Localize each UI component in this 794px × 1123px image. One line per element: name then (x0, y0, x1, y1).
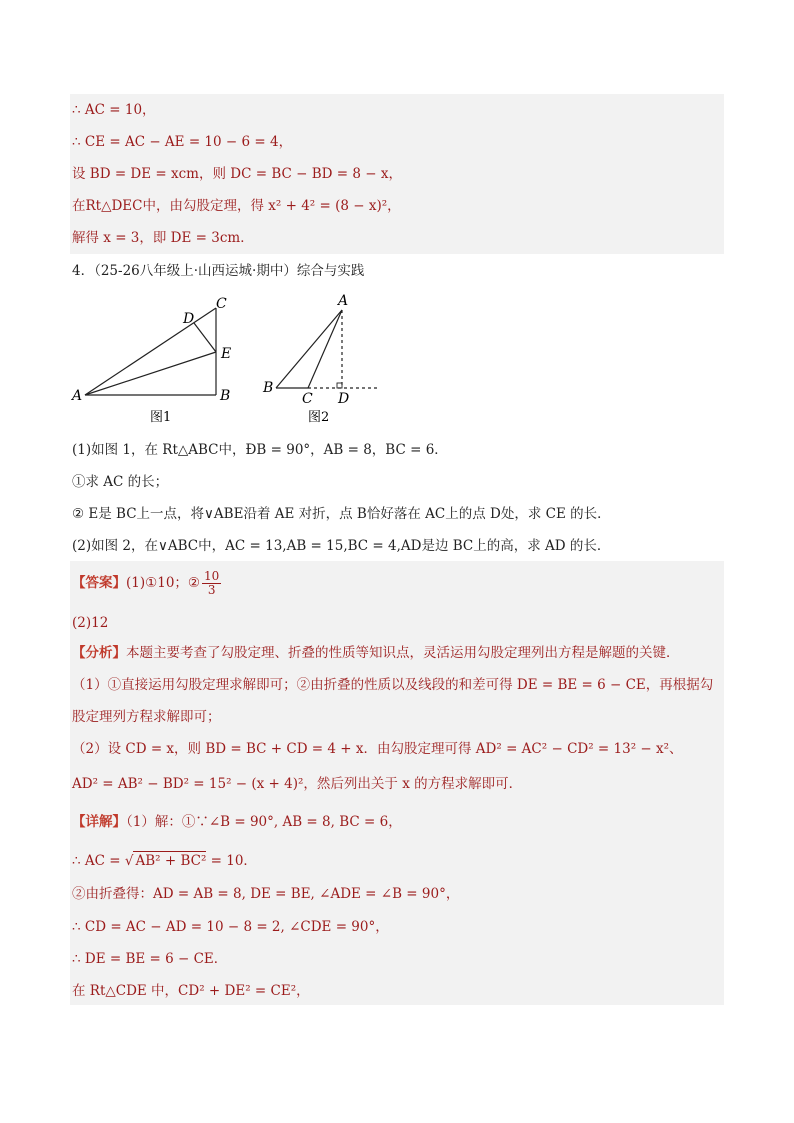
detail-line-6: 在 Rt△CDE 中，CD² + DE² = CE²， (72, 983, 310, 999)
analysis-tag: 【分析】 (72, 645, 126, 661)
solution-line-5: 解得 x = 3，即 DE = 3cm． (72, 230, 254, 246)
geometry-figures (68, 290, 398, 425)
detail-line-2 (72, 851, 257, 870)
fig2-label-A: A (338, 293, 349, 309)
answer-part-2: (2)12 (72, 615, 109, 631)
detail-ac-result: = 10． (206, 853, 257, 869)
analysis-line-1 (72, 644, 680, 662)
detail-radicand: AB² + BC² (135, 853, 207, 869)
analysis-line-2: （1）①直接运用勾股定理求解即可；②由折叠的性质以及线段的和差可得 DE = BE = 6 − CE，再根据勾 (72, 677, 714, 693)
detail-text-1: （1）解：①∵∠B = 90°, AB = 8, BC = 6， (126, 814, 402, 830)
detail-line-5: ∴ DE = BE = 6 − CE． (72, 951, 228, 967)
question-part-1: (1)如图 1，在 Rt△ABC中，ÐB = 90°，AB = 8，BC = 6． (72, 442, 448, 458)
fig1-label-D: D (183, 311, 195, 327)
detail-line-1 (72, 813, 402, 831)
sqrt-sign: √ (124, 853, 134, 869)
analysis-text-1: 本题主要考查了勾股定理、折叠的性质等知识点，灵活运用勾股定理列出方程是解题的关键． (126, 645, 680, 661)
solution-line-4: 在Rt△DEC中，由勾股定理，得 x² + 4² = (8 − x)²， (72, 198, 401, 214)
solution-line-2: ∴ CE = AC − AE = 10 − 6 = 4， (72, 134, 293, 150)
fig1-label-B: B (220, 388, 231, 404)
fig1-label-C: C (216, 296, 227, 312)
fig2-label-D: D (338, 391, 350, 407)
question-part-2: (2)如图 2，在∨ABC中，AC = 13,AB = 15,BC = 4,AD是边 BC上的高，求 AD 的长． (72, 538, 611, 554)
answer-line (72, 568, 223, 598)
detail-ac-prefix: ∴ AC = (72, 853, 125, 869)
question-part-1a: ①求 AC 的长； (72, 474, 169, 490)
answer-fraction-denominator: 3 (207, 583, 216, 597)
detail-line-4: ∴ CD = AC − AD = 10 − 8 = 2, ∠CDE = 90°， (72, 919, 389, 935)
answer-fraction-numerator: 10 (204, 569, 220, 583)
answer-fraction (202, 570, 221, 597)
fig2-label-B: B (263, 380, 274, 396)
analysis-line-4: （2）设 CD = x，则 BD = BC + CD = 4 + x．由勾股定理可得 AD² = AC² − CD² = 13² − x²、 (72, 741, 683, 757)
answer-part-1: (1)①10；② (126, 575, 201, 591)
fig2-label-C: C (302, 391, 313, 407)
detail-tag: 【详解】 (72, 814, 126, 830)
question-header: 4．（25-26八年级上·山西运城·期中）综合与实践 (72, 263, 365, 279)
solution-line-1: ∴ AC = 10， (72, 102, 156, 118)
analysis-line-3: 股定理列方程求解即可； (72, 709, 221, 725)
figure-1 (85, 308, 216, 395)
fig1-caption: 图1 (150, 410, 172, 425)
fig1-label-A: A (72, 388, 83, 404)
solution-line-3: 设 BD = DE = xcm，则 DC = BC − BD = 8 − x， (72, 166, 402, 182)
fig1-label-E: E (221, 346, 232, 362)
detail-line-3: ②由折叠得：AD = AB = 8, DE = BE, ∠ADE = ∠B = 90°， (72, 886, 460, 902)
answer-tag: 【答案】 (72, 575, 126, 591)
question-part-1b: ② E是 BC上一点，将∨ABE沿着 AE 对折，点 B恰好落在 AC上的点 D处，求 CE 的长． (72, 506, 611, 522)
analysis-line-5: AD² = AB² − BD² = 15² − (x + 4)²，然后列出关于 x 的方程求解即可． (72, 776, 523, 792)
fig2-caption: 图2 (308, 410, 330, 425)
figure-2 (276, 310, 380, 388)
